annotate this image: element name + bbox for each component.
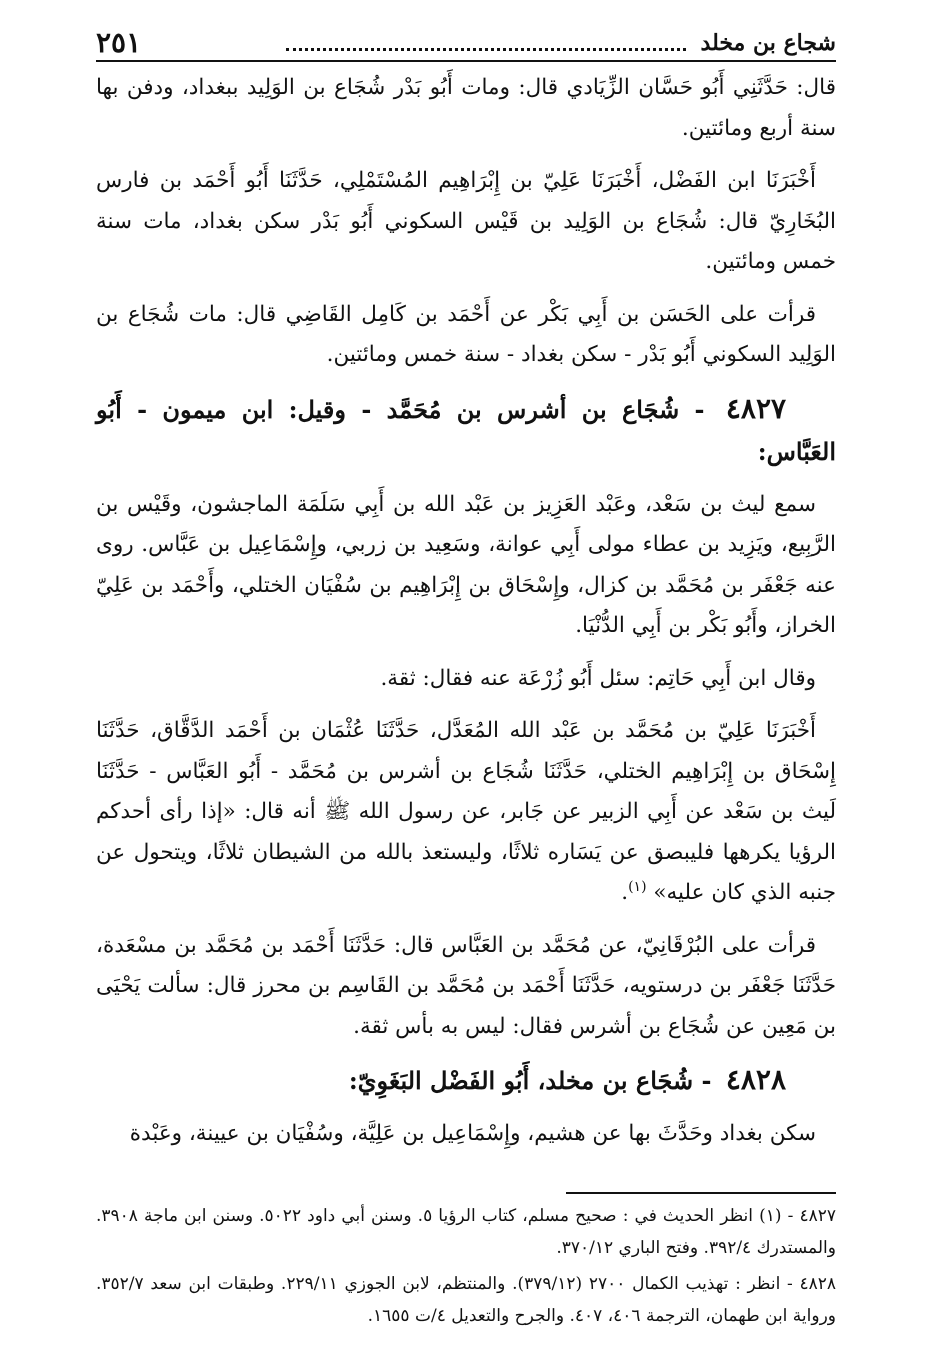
paragraph: قرأت على البُرْقَانِيّ، عن مُحَمَّد بن العَبَّاس قال: حَدَّثَنَا أَحْمَد بن مُحَمَّد بن مسْعَدة، حَدَّثَنَا جَعْفَر بن درستويه، حَدَّثَنَا أَحْمَد بن مُحَمَّد بن القَاسِم بن محرز قال: سألت يَحْيَى بن مَعِين عن شُجَاع بن أشرس فقال: ليس به بأس ثقة. (96, 932, 836, 1039)
entry-title: - شُجَاع بن أشرس بن مُحَمَّد - وقيل: ابن ميمون - أَبُو العَبَّاس: (96, 394, 836, 466)
paragraph: سمع ليث بن سَعْد، وعَبْد العَزِيز بن عَبْد الله بن أَبِي سَلَمَة الماجشون، وقَيْس بن الرَّبِيع، ويَزِيد بن عطاء مولى أَبِي عوانة، وسَعِيد بن زربي، وإِسْمَاعِيل بن عَبَّاس. روى عنه جَعْفَر بن مُحَمَّد بن كزال، وإِسْحَاق بن إِبْرَاهِيم بن سُفْيَان الختلي، وأَحْمَد بن عَلِيّ الخراز، وأَبُو بَكْر بن أَبِي الدُّنْيَا. (96, 491, 836, 638)
footnote: ٤٨٢٨ - انظر : تهذيب الكمال ٢٧٠٠ (٣٧٩/١٢). والمنتظم، لابن الجوزي ٢٢٩/١١. وطبقات ابن سعد ٣٥٢/٧. ورواية ابن طهمان، الترجمة ٤٠٦، ٤٠٧. والجرح والتعديل ٤/ت ١٦٥٥. (96, 1274, 836, 1326)
paragraph: قال: حَدَّثَنِي أَبُو حَسَّان الزِّيَادي قال: ومات أَبُو بَدْر شُجَاع بن الوَلِيد ببغداد، ودفن بها سنة أربع ومائتين. (96, 75, 836, 141)
paragraph: سكن بغداد وحَدَّثَ بها عن هشيم، وإِسْمَاعِيل بن عَلِيَّة، وسُفْيَان بن عيينة، وعَبْدة (129, 1121, 816, 1146)
entry-heading-4828 (96, 1059, 836, 1102)
entry-heading-4827 (96, 388, 836, 473)
hadith-paragraph (96, 711, 836, 914)
entry-number: ٤٨٢٨ (725, 1063, 786, 1096)
paragraph: وقال ابن أَبِي حَاتِم: سئل أَبُو زُرْعَة عنه فقال: ثقة. (380, 665, 816, 691)
footnote: ٤٨٢٧ - (١) انظر الحديث في : صحيح مسلم، كتاب الرؤيا ٥. وسنن أبي داود ٥٠٢٢. وسنن ابن ماجة ٣٩٠٨. والمستدرك ٣٩٢/٤. وفتح الباري ٣٧٠/١٢. (96, 1206, 836, 1258)
entry-title: - شُجَاع بن مخلد، أَبُو الفَضْل البَغَوِيّ: (348, 1066, 712, 1095)
dot-leader (286, 48, 686, 51)
page-number: ٢٥١ (96, 26, 142, 59)
running-header (96, 26, 836, 62)
paragraph: قرأت على الحَسَن بن أَبِي بَكْر عن أَحْمَد بن كَامِل القَاضِي قال: مات شُجَاع بن الوَلِيد السكوني أَبُو بَدْر - سكن بغداد - سنة خمس ومائتين. (96, 301, 836, 367)
footnotes (96, 1200, 836, 1336)
entry-number: ٤٨٢٧ (725, 391, 787, 425)
footnote-reference: (١) (628, 878, 647, 895)
hadith-end: . (621, 880, 629, 905)
footnote-divider (566, 1192, 836, 1194)
running-title: شجاع بن مخلد (700, 30, 836, 56)
hadith-text: أَخْبَرَنَا عَلِيّ بن مُحَمَّد بن عَبْد الله المُعَدَّل، حَدَّثَنَا عُثْمَان بن أَحْمَد الدَّقَّاق، حَدَّثَنَا إِسْحَاق بن إِبْرَاهِيم الختلي، حَدَّثَنَا شُجَاع بن أشرس بن مُحَمَّد - أَبُو العَبَّاس - حَدَّثَنَا لَيث بن سَعْد عن أَبِي الزبير عن جَابر، عن رسول الله ﷺ أنه قال: «إذا رأى أحدكم الرؤيا يكرهها فليبصق عن يَسَاره ثلاثًا، وليستعذ بالله من الشيطان ثلاثًا، ويتحول عن جنبه الذي كان عليه» (96, 718, 836, 905)
paragraph: أَخْبَرَنَا ابن الفَضْل، أَخْبَرَنَا عَلِيّ بن إِبْرَاهِيم المُسْتَمْلِي، حَدَّثَنَا أَبُو أَحْمَد بن فارس البُخَارِيّ قال: شُجَاع بن الوَلِيد بن قَيْس السكوني أَبُو بَدْر سكن بغداد، مات سنة خمس ومائتين. (96, 168, 836, 274)
main-text (96, 68, 836, 1167)
